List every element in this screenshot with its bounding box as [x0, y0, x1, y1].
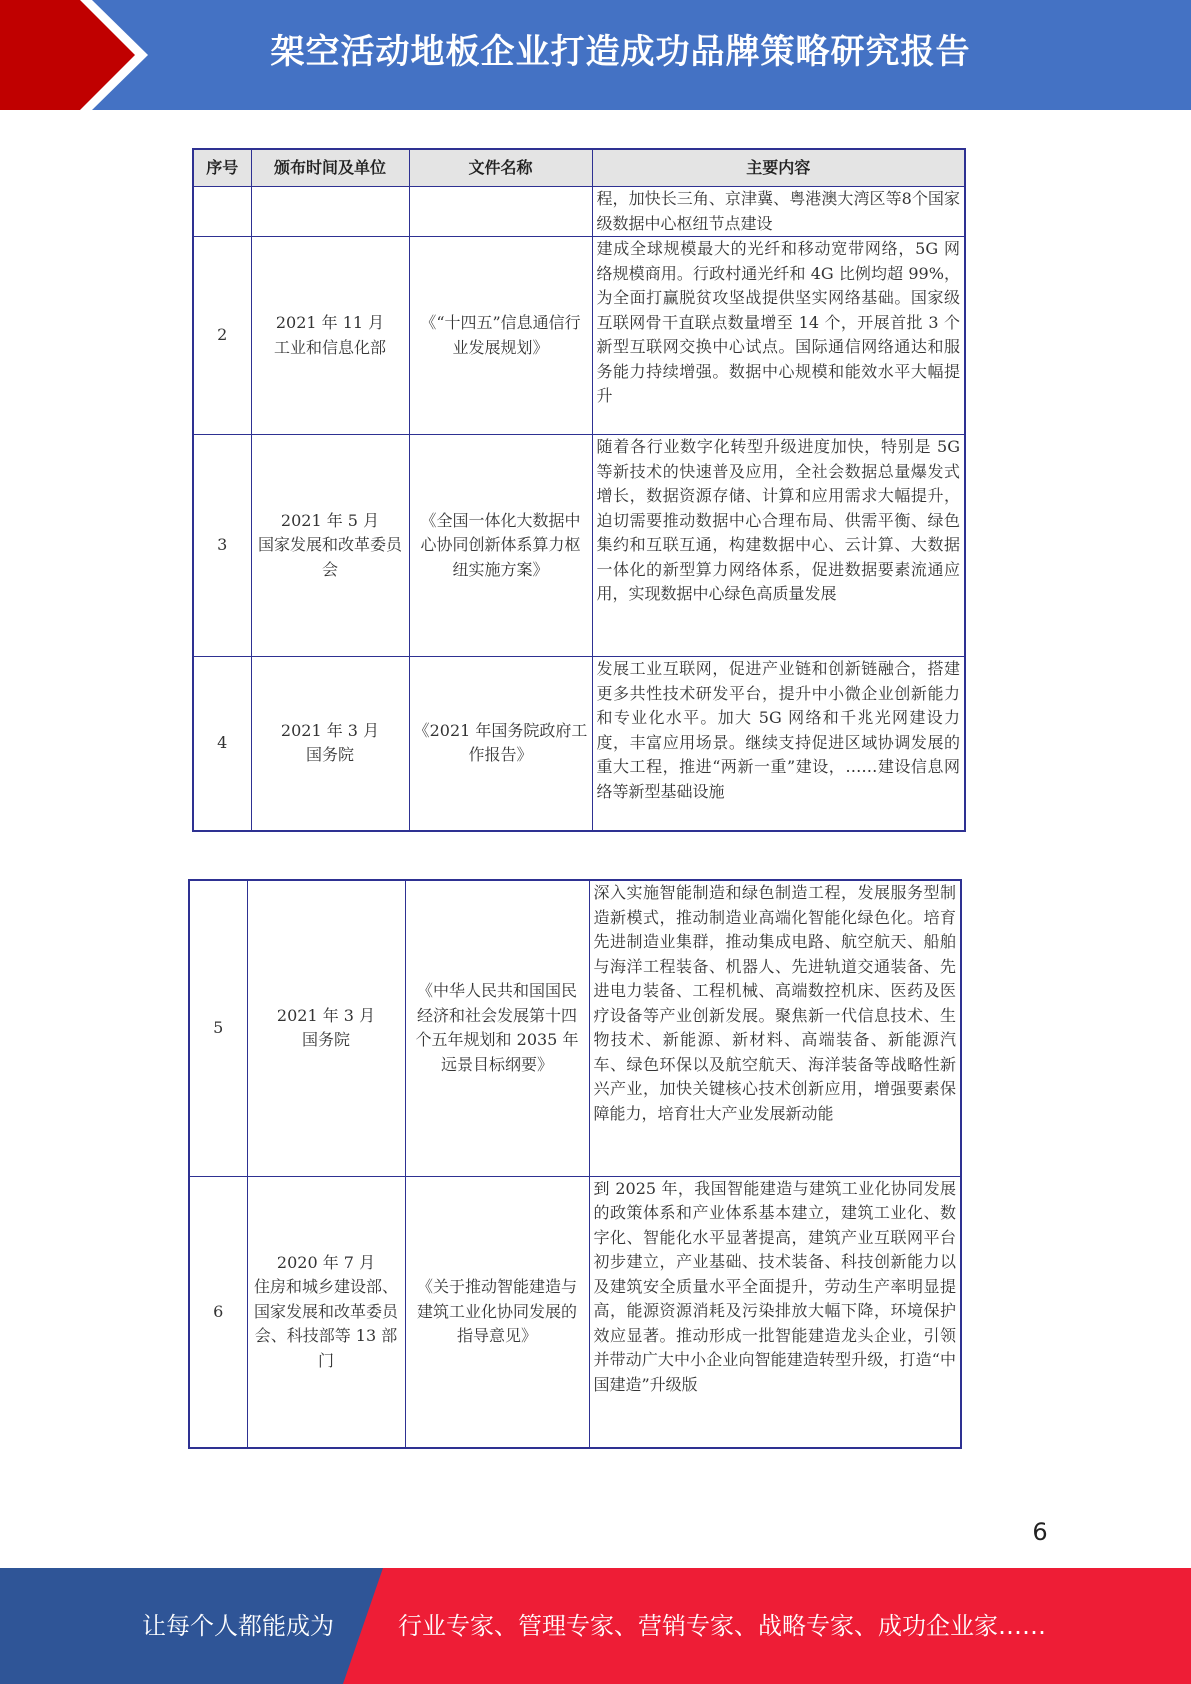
header-arrow-decoration: [0, 0, 150, 110]
cell-num: 6: [189, 1176, 247, 1448]
table-row: [189, 1176, 961, 1448]
cell-num: [193, 187, 251, 237]
cell-num: 3: [193, 435, 251, 657]
table-row: [193, 237, 965, 435]
cell-date-unit: 2021 年 3 月 国务院: [247, 880, 405, 1176]
cell-content: 随着各行业数字化转型升级进度加快，特别是 5G 等新技术的快速普及应用，全社会数据总量爆发式增长，数据资源存储、计算和应用需求大幅提升，迫切需要推动数据中心合理布局、供需平衡、绿色集约和互联互通，构建数据中心、云计算、大数据一体化的新型算力网络体系，促进数据要素流通应用，实现数据中心绿色高质量发展: [592, 435, 965, 657]
cell-num: 4: [193, 657, 251, 831]
page-number: 6: [1032, 1518, 1048, 1546]
footer-banner: [0, 1568, 1191, 1684]
header-num: 序号: [193, 149, 251, 187]
cell-num: 5: [189, 880, 247, 1176]
header-banner: [0, 0, 1191, 110]
cell-date-unit: 2021 年 11 月 工业和信息化部: [251, 237, 409, 435]
cell-date-unit: [251, 187, 409, 237]
cell-doc: 《中华人民共和国国民经济和社会发展第十四个五年规划和 2035 年远景目标纲要》: [405, 880, 589, 1176]
table-row: [189, 880, 961, 1176]
footer-slogan-right: 行业专家、管理专家、营销专家、战略专家、成功企业家……: [398, 1612, 1046, 1640]
cell-content: 建成全球规模最大的光纤和移动宽带网络，5G 网络规模商用。行政村通光纤和 4G 比例均超 99%，为全面打赢脱贫攻坚战提供坚实网络基础。国家级互联网骨干直联点数量增至 14 个，开展首批 3 个新型互联网交换中心试点。国际通信网络通达和服务能力持续增强。数据中心规模和能效水平大幅提升: [592, 237, 965, 435]
header-doc-name: 文件名称: [409, 149, 592, 187]
table-row-continuation: [193, 187, 965, 237]
cell-doc: 《2021 年国务院政府工作报告》: [409, 657, 592, 831]
cell-doc: [409, 187, 592, 237]
cell-date-unit: 2020 年 7 月 住房和城乡建设部、国家发展和改革委员会、科技部等 13 部门: [247, 1176, 405, 1448]
cell-date-unit: 2021 年 3 月 国务院: [251, 657, 409, 831]
table-row: [193, 435, 965, 657]
cell-content: 程，加快长三角、京津冀、粤港澳大湾区等8个国家级数据中心枢纽节点建设: [592, 187, 965, 237]
cell-doc: 《“十四五”信息通信行业发展规划》: [409, 237, 592, 435]
table-row: [193, 657, 965, 831]
policy-table-bottom: [188, 879, 962, 1449]
header-date-unit: 颁布时间及单位: [251, 149, 409, 187]
cell-content: 发展工业互联网，促进产业链和创新链融合，搭建更多共性技术研发平台，提升中小微企业创新能力和专业化水平。加大 5G 网络和千兆光网建设力度，丰富应用场景。继续支持促进区域协调发展的重大工程，推进“两新一重”建设，……建设信息网络等新型基础设施: [592, 657, 965, 831]
cell-num: 2: [193, 237, 251, 435]
cell-doc: 《关于推动智能建造与建筑工业化协同发展的指导意见》: [405, 1176, 589, 1448]
cell-date-unit: 2021 年 5 月 国家发展和改革委员会: [251, 435, 409, 657]
table-header-row: [193, 149, 965, 187]
report-title: 架空活动地板企业打造成功品牌策略研究报告: [270, 32, 971, 72]
cell-content: 到 2025 年，我国智能建造与建筑工业化协同发展的政策体系和产业体系基本建立，建筑工业化、数字化、智能化水平显著提高，建筑产业互联网平台初步建立，产业基础、技术装备、科技创新能力以及建筑安全质量水平全面提升，劳动生产率明显提高，能源资源消耗及污染排放大幅下降，环境保护效应显著。推动形成一批智能建造龙头企业，引领并带动广大中小企业向智能建造转型升级，打造“中国建造”升级版: [589, 1176, 961, 1448]
cell-doc: 《全国一体化大数据中心协同创新体系算力枢纽实施方案》: [409, 435, 592, 657]
cell-content: 深入实施智能制造和绿色制造工程，发展服务型制造新模式，推动制造业高端化智能化绿色化。培育先进制造业集群，推动集成电路、航空航天、船舶与海洋工程装备、机器人、先进轨道交通装备、先进电力装备、工程机械、高端数控机床、医药及医疗设备等产业创新发展。聚焦新一代信息技术、生物技术、新能源、新材料、高端装备、新能源汽车、绿色环保以及航空航天、海洋装备等战略性新兴产业，加快关键核心技术创新应用，增强要素保障能力，培育壮大产业发展新动能: [589, 880, 961, 1176]
header-content: 主要内容: [592, 149, 965, 187]
policy-table-top: [192, 148, 966, 832]
footer-slogan-left: 让每个人都能成为: [142, 1612, 334, 1640]
